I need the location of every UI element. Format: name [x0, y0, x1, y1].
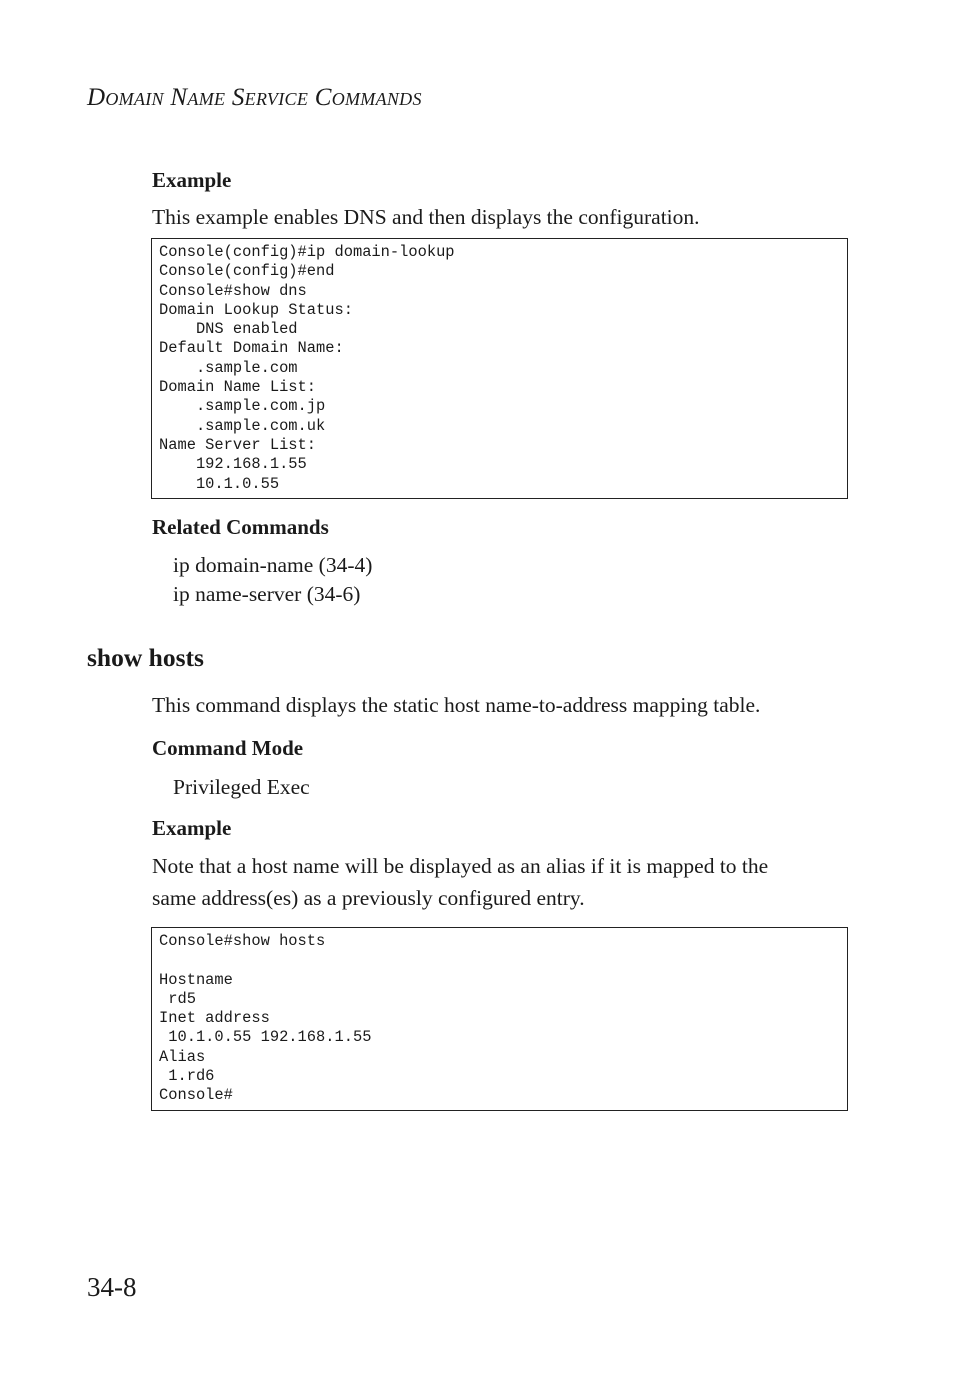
command-mode-value: Privileged Exec: [173, 775, 310, 799]
header-word: OMAIN: [105, 89, 164, 109]
example-note-line: Note that a host name will be displayed as an alias if it is mapped to the: [152, 854, 769, 878]
running-header: [87, 84, 422, 112]
header-initial: S: [231, 84, 245, 111]
related-command-item: ip domain-name (34-4): [173, 553, 373, 577]
header-word: ERVICE: [244, 89, 309, 109]
header-word: AME: [187, 89, 226, 109]
related-commands-heading: Related Commands: [152, 515, 329, 539]
example-heading: Example: [152, 816, 232, 840]
section-title: show hosts: [87, 643, 204, 672]
dns-code-block: [151, 238, 848, 499]
section-description: This command displays the static host name-to-address mapping table.: [152, 693, 761, 717]
example-note-line: same address(es) as a previously configured entry.: [152, 886, 585, 910]
command-mode-heading: Command Mode: [152, 736, 304, 760]
hosts-code-block: [151, 927, 848, 1111]
example-heading: Example: [152, 168, 232, 192]
related-command-item: ip name-server (34-6): [173, 582, 361, 606]
page-number: 34-8: [87, 1272, 137, 1302]
header-word: OMMANDS: [331, 89, 422, 109]
header-initial: D: [87, 84, 106, 111]
header-initial: C: [314, 84, 332, 111]
header-initial: N: [170, 84, 188, 111]
hosts-code-text: Console#show hosts Hostname rd5 Inet address 10.1.0.55 192.168.1.55 Alias 1.rd6 Console#: [159, 932, 372, 1105]
dns-code-text: Console(config)#ip domain-lookup Console(config)#end Console#show dns Domain Lookup Status: DNS enabled Default Domain Name: .sample.com Domain Name List: .sample.com.jp .sample.com.uk Name Server List: 192.168.1.55 10.1.0.55: [159, 243, 455, 493]
example-description: This example enables DNS and then displays the configuration.: [152, 205, 700, 229]
